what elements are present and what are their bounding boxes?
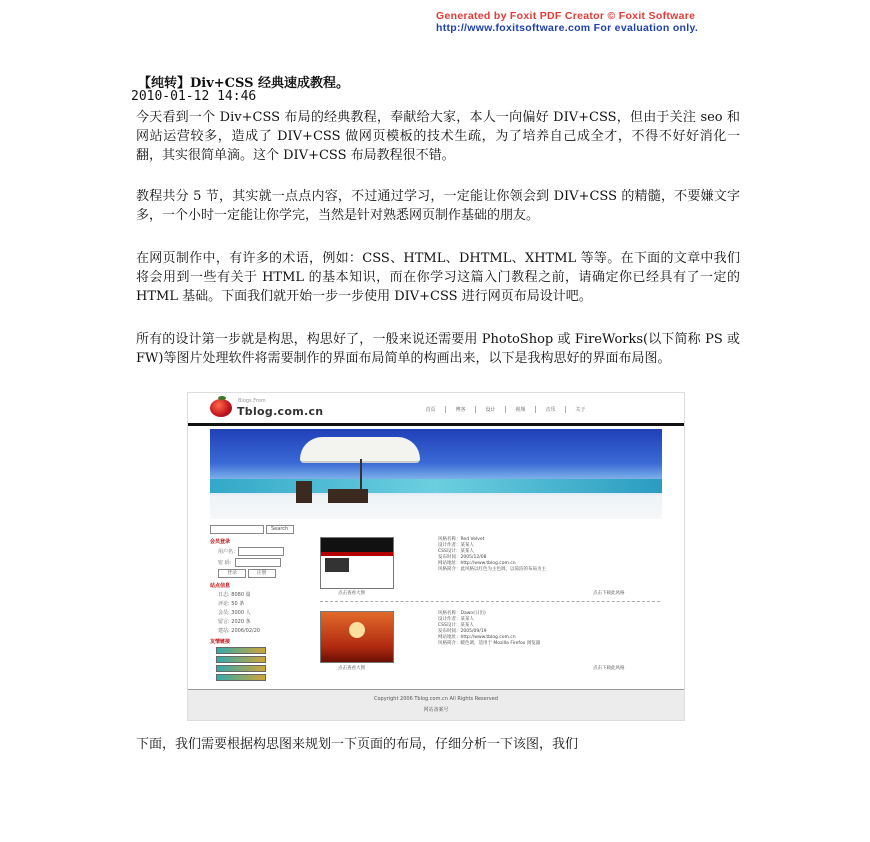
paragraph-sections: 教程共分 5 节，其实就一点点内容，不过通过学习，一定能让你领会到 DIV+CSS 的精髓，不要嫌文字多，一个小时一定能让你学完，当然是针对熟悉网页制作基础的朋友。 [136, 189, 740, 223]
mockup-stat: 留言: 2020 条 [218, 619, 251, 625]
mockup-logo-tagline: Blogs From [238, 398, 266, 404]
link-badge [216, 665, 266, 672]
paragraph-next: 下面，我们需要根据构思图来规划一下页面的布局，仔细分析一下该图，我们 [136, 737, 579, 752]
info-line: 风格简介：暖色调，适用于 Mozilla Firefox 浏览器 [438, 641, 541, 646]
download-link: 点击下载此风格 [593, 666, 625, 671]
theme-thumbnail-red-velvet [320, 537, 394, 589]
mockup-pass-field [235, 558, 281, 567]
mockup-header-rule [188, 423, 684, 426]
mockup-copyright: Copyright 2006 Tblog.com.cn All Rights Reserved [374, 696, 498, 702]
mockup-nav-item: 视频 [506, 406, 536, 413]
chair-shape [296, 481, 312, 503]
mockup-member-title: 会员登录 [210, 539, 231, 545]
beach-banner-image [210, 429, 662, 519]
layout-mockup-figure [187, 392, 685, 721]
mockup-nav-item: 博客 [446, 406, 476, 413]
article-title: 【纯转】Div+CSS 经典速成教程。 [138, 76, 350, 91]
theme-thumbnail-dawn [320, 611, 394, 663]
info-line: 设计作者：某某人 [438, 617, 474, 622]
download-link: 点击下载此风格 [593, 591, 625, 596]
mockup-stats-title: 站点信息 [210, 583, 231, 589]
mockup-login-button: 登录 [218, 569, 246, 578]
mockup-user-field [238, 547, 284, 556]
mockup-logo: Tblog.com.cn [237, 405, 324, 418]
info-line: CSS设计：某某人 [438, 623, 474, 628]
mockup-nav [416, 406, 595, 413]
paragraph-terms: 在网页制作中，有许多的术语，例如：CSS、HTML、DHTML、XHTML 等等。在下面的文章中我们将会用到一些有关于 HTML 的基本知识，而在你学习这篇入门教程之前，请确定你已经具有了一定的 HTML 基础。下面我们就开始一步一步使用 DIV+CSS 进行网页布局设计吧。 [136, 251, 740, 304]
info-line: 发布时间：2005/12/08 [438, 555, 487, 560]
entry-separator [320, 601, 660, 602]
mockup-stat: 日志: 8080 篇 [218, 592, 251, 598]
mockup-stat: 建站: 2006/02/20 [218, 628, 261, 634]
mockup-search-button: Search [266, 525, 294, 534]
thumbnail-caption: 点击查看大图 [338, 591, 365, 596]
mockup-nav-item: 音乐 [536, 406, 566, 413]
table-shape [328, 489, 368, 503]
theme-info-red-velvet [438, 537, 638, 573]
info-line: 风格名称：Red Velvet [438, 537, 485, 542]
mockup-links-title: 友情链接 [210, 639, 231, 645]
mockup-header [188, 393, 684, 423]
foxit-watermark [436, 10, 698, 34]
leaf-icon [218, 396, 226, 400]
link-badge [216, 674, 266, 681]
mockup-search-box [210, 525, 264, 534]
sea-shape [210, 479, 662, 493]
watermark-line2: http://www.foxitsoftware.com For evaluation only. [436, 22, 699, 34]
link-badge [216, 656, 266, 663]
tomato-logo-icon [210, 399, 232, 417]
info-line: CSS设计：某某人 [438, 549, 474, 554]
theme-info-dawn [438, 611, 638, 647]
info-line: 风格名称：Dawn(日出) [438, 611, 486, 616]
info-line: 风格简介：此风格以红色为主色调，以简洁的布局为主 [438, 567, 546, 572]
article-date: 2010-01-12 14:46 [131, 89, 257, 104]
info-line: 网站地址：http://www.tblog.com.cn [438, 635, 516, 640]
link-badge [216, 647, 266, 654]
mockup-sidebar [210, 525, 300, 681]
mockup-icp: 网站备案号 [423, 707, 449, 713]
info-line: 发布时间：2005/09/19 [438, 629, 487, 634]
thumbnail-caption: 点击查看大图 [338, 666, 365, 671]
paragraph-intro: 今天看到一个 Div+CSS 布局的经典教程，奉献给大家，本人一向偏好 DIV+CSS，但由于关注 seo 和网站运营较多，造成了 DIV+CSS 做网页模板的技术生疏，为了培养自己成全才，不得不好好消化一翻，其实很简单滴。这个 DIV+CSS 布局教程很不错。 [136, 110, 740, 163]
mockup-nav-item: 关于 [575, 407, 586, 413]
watermark-line1: Generated by Foxit PDF Creator © Foxit Software [436, 10, 696, 22]
mockup-nav-item: 设计 [476, 406, 506, 413]
info-line: 设计作者：某某人 [438, 543, 474, 548]
paragraph-design: 所有的设计第一步就是构思，构思好了，一般来说还需要用 PhotoShop 或 FireWorks(以下简称 PS 或 FW)等图片处理软件将需要制作的界面布局简单的构画出来，以下是我构思好的界面布局图。 [136, 332, 740, 366]
mockup-stat: 会员: 3000 人 [218, 610, 251, 616]
mockup-footer [188, 689, 684, 721]
mockup-user-label: 用户名： [218, 549, 239, 555]
mockup-pass-label: 密 码： [218, 560, 235, 566]
mockup-register-button: 注册 [248, 569, 276, 578]
info-line: 网站地址：http://www.tblog.com.cn [438, 561, 516, 566]
mockup-nav-item: 首页 [416, 406, 446, 413]
mockup-stat: 评论: 50 条 [218, 601, 245, 607]
